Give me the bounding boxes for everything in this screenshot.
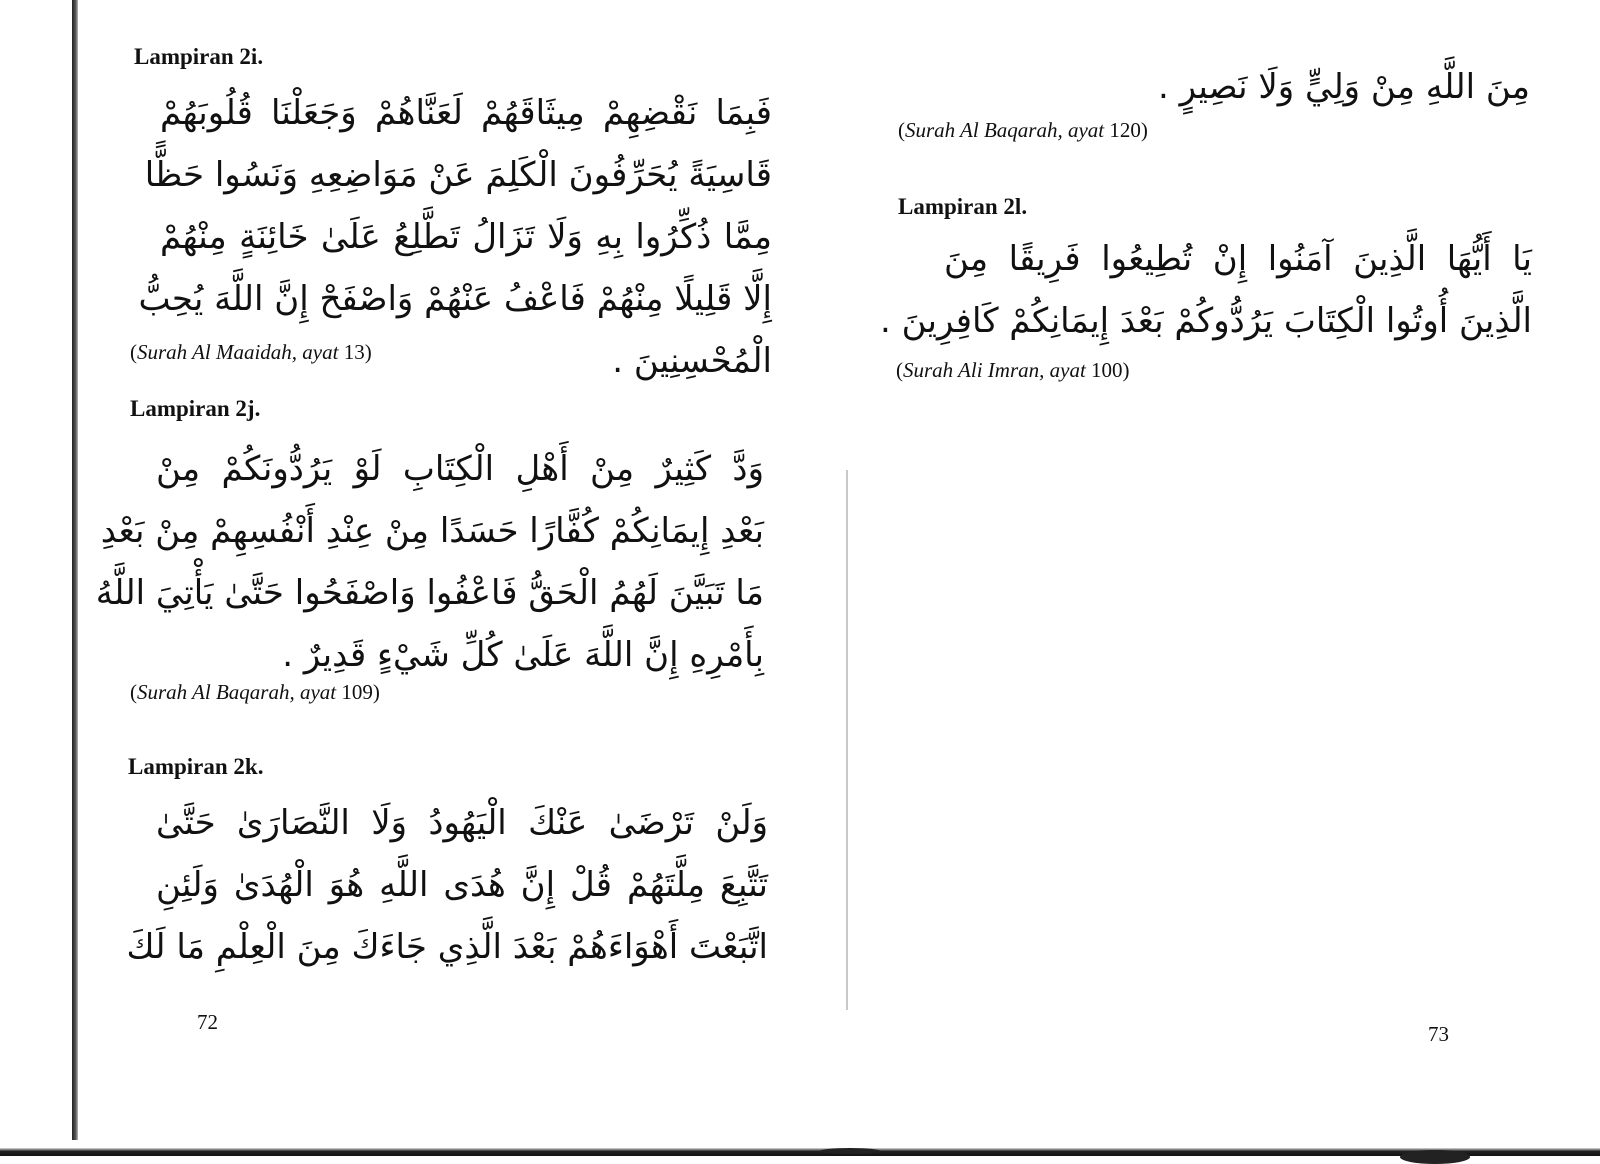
citation-ayat-word: ayat [302, 340, 339, 364]
verse-line: مِنَ اللَّهِ مِنْ وَلِيٍّ وَلَا نَصِيرٍ . [1157, 67, 1530, 107]
arabic-verse-2j [95, 438, 764, 686]
verse-line: اتَّبَعْتَ أَهْوَاءَهُمْ بَعْدَ الَّذِي جَاءَكَ مِنَ الْعِلْمِ مَا لَكَ [126, 927, 768, 967]
page-fold-shadow [846, 470, 848, 1010]
verse-line: بَعْدِ إِيمَانِكُمْ كُفَّارًا حَسَدًا مِنْ عِنْدِ أَنْفُسِهِمْ مِنْ بَعْدِ [100, 511, 764, 551]
scan-smudge [820, 1148, 880, 1154]
verse-line: مَا تَبَيَّنَ لَهُمُ الْحَقُّ فَاعْفُوا وَاصْفَحُوا حَتَّىٰ يَأْتِيَ اللَّهُ [95, 573, 764, 613]
heading-lampiran-2i: Lampiran 2i. [134, 44, 264, 69]
citation-surah: Surah Al Baqarah, [905, 118, 1063, 142]
citation-surah: Surah Al Baqarah, [137, 680, 295, 704]
citation-2l: (Surah Ali Imran, ayat 100) [896, 358, 1130, 382]
verse-line: وَدَّ كَثِيرٌ مِنْ أَهْلِ الْكِتَابِ لَوْ يَرُدُّونَكُمْ مِنْ [156, 449, 764, 489]
bottom-scan-edge [0, 1148, 1600, 1156]
page-number-left: 72 [197, 1010, 218, 1034]
heading-lampiran-2k: Lampiran 2k. [128, 754, 264, 779]
citation-ayat-number: 109 [341, 680, 373, 704]
verse-line: بِأَمْرِهِ إِنَّ اللَّهَ عَلَىٰ كُلِّ شَيْءٍ قَدِيرٌ . [282, 635, 764, 675]
left-binding-edge [72, 0, 78, 1140]
verse-line: فَبِمَا نَقْضِهِمْ مِيثَاقَهُمْ لَعَنَّاهُمْ وَجَعَلْنَا قُلُوبَهُمْ [160, 93, 772, 133]
verse-line: وَلَنْ تَرْضَىٰ عَنْكَ الْيَهُودُ وَلَا النَّصَارَىٰ حَتَّىٰ [156, 803, 768, 843]
verse-line: الْمُحْسِنِينَ . [612, 341, 772, 381]
heading-lampiran-2j: Lampiran 2j. [130, 396, 261, 421]
citation-2k: (Surah Al Baqarah, ayat 120) [898, 118, 1148, 142]
citation-surah: Surah Ali Imran, [903, 358, 1045, 382]
arabic-verse-continuation [1150, 56, 1530, 118]
citation-2i: (Surah Al Maaidah, ayat 13) [130, 340, 372, 364]
verse-line: إِلَّا قَلِيلًا مِنْهُمْ فَاعْفُ عَنْهُمْ وَاصْفَحْ إِنَّ اللَّهَ يُحِبُّ [138, 279, 772, 319]
page-number-right: 73 [1428, 1022, 1449, 1046]
heading-lampiran-2l: Lampiran 2l. [898, 194, 1028, 219]
arabic-verse-2k [126, 792, 768, 978]
citation-ayat-word: ayat [1067, 118, 1105, 142]
verse-line: يَا أَيُّهَا الَّذِينَ آمَنُوا إِنْ تُطِيعُوا فَرِيقًا مِنَ [944, 239, 1532, 279]
verse-line: تَتَّبِعَ مِلَّتَهُمْ قُلْ إِنَّ هُدَى اللَّهِ هُوَ الْهُدَىٰ وَلَئِنِ [156, 865, 768, 905]
arabic-verse-2l [879, 228, 1532, 352]
citation-ayat-number: 100 [1091, 358, 1123, 382]
citation-ayat-word: ayat [1049, 358, 1086, 382]
citation-ayat-number: 13 [343, 340, 365, 364]
verse-line: الَّذِينَ أُوتُوا الْكِتَابَ يَرُدُّوكُمْ بَعْدَ إِيمَانِكُمْ كَافِرِينَ . [879, 301, 1532, 341]
citation-ayat-number: 120 [1109, 118, 1141, 142]
citation-ayat-word: ayat [299, 680, 337, 704]
verse-line: قَاسِيَةً يُحَرِّفُونَ الْكَلِمَ عَنْ مَوَاضِعِهِ وَنَسُوا حَظًّا [144, 155, 772, 195]
citation-2j: (Surah Al Baqarah, ayat 109) [130, 680, 380, 704]
citation-surah: Surah Al Maaidah, [137, 340, 298, 364]
verse-line: مِمَّا ذُكِّرُوا بِهِ وَلَا تَزَالُ تَطَّلِعُ عَلَىٰ خَائِنَةٍ مِنْهُمْ [160, 217, 772, 257]
scan-smudge [1400, 1150, 1470, 1164]
